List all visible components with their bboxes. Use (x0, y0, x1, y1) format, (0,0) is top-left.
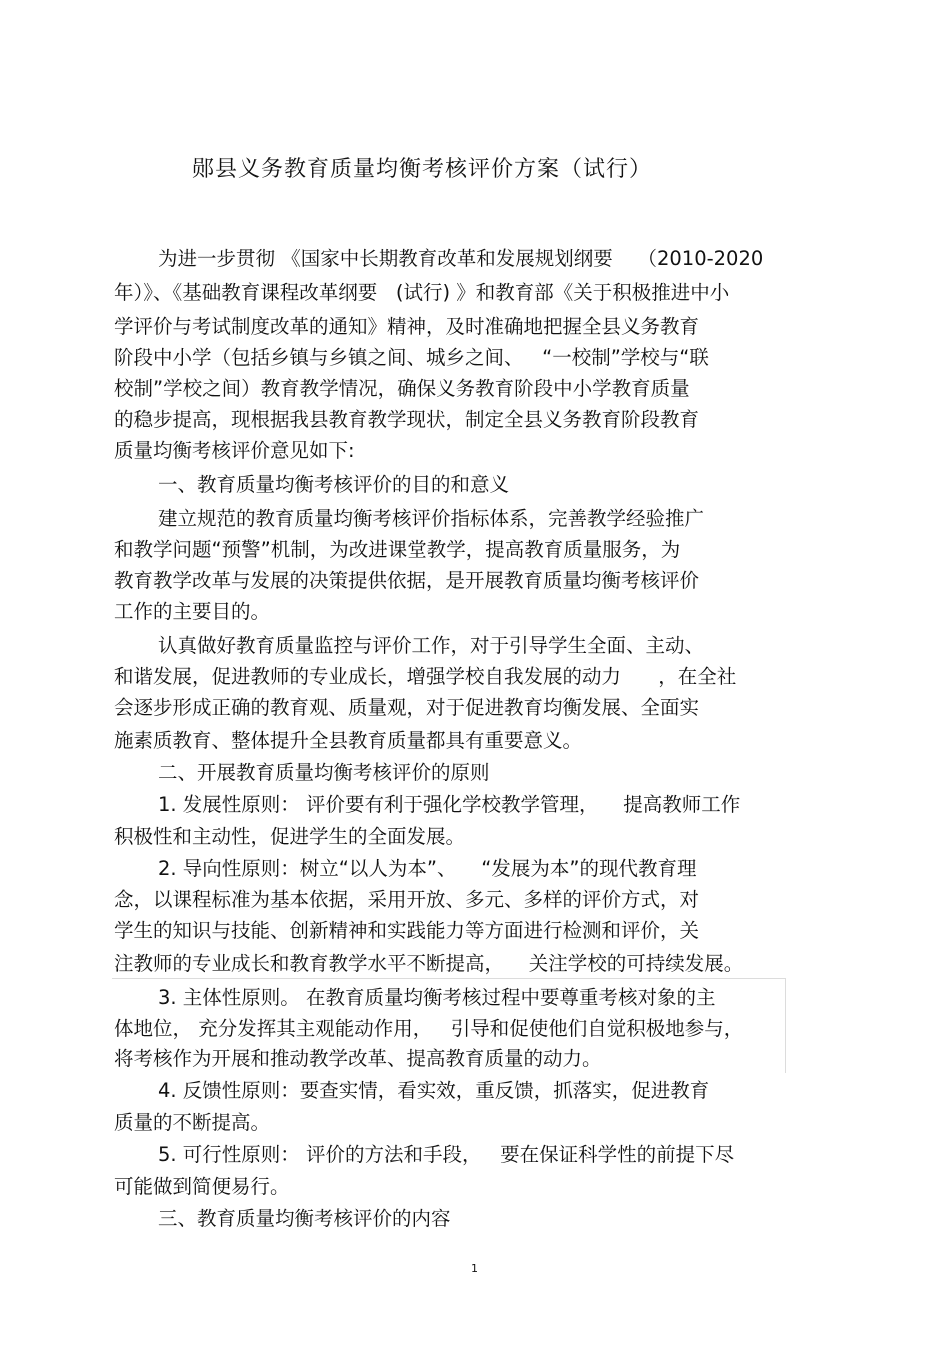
paragraph-line: 教育教学改革与发展的决策提供依据，是开展教育质量均衡考核评价 (114, 569, 700, 592)
section-heading: 二、开展教育质量均衡考核评价的原则 (158, 761, 490, 784)
page-number: 1 (471, 1262, 478, 1275)
paragraph-line: 工作的主要目的。 (114, 600, 271, 623)
paragraph-line: 2. 导向性原则：树立“以人为本”、 “发展为本”的现代教育理 (158, 857, 697, 880)
paragraph-line: 施素质教育、整体提升全县教育质量都具有重要意义。 (114, 729, 583, 752)
paragraph-line: 认真做好教育质量监控与评价工作，对于引导学生全面、主动、 (158, 634, 705, 657)
paragraph-line: 为进一步贯彻 《国家中长期教育改革和发展规划纲要 （2010-2020 (158, 247, 764, 270)
paragraph-line: 校制”学校之间）教育教学情况，确保义务教育阶段中小学教育质量 (114, 377, 690, 400)
paragraph-line: 念，以课程标准为基本依据，采用开放、多元、多样的评价方式，对 (114, 888, 700, 911)
paragraph-line: 体地位， 充分发挥其主观能动作用， 引导和促使他们自觉积极地参与， (114, 1017, 744, 1040)
paragraph-line: 和教学问题“预警”机制，为改进课堂教学，提高教育质量服务，为 (114, 538, 681, 561)
paragraph-line: 5. 可行性原则： 评价的方法和手段， 要在保证科学性的前提下尽 (158, 1143, 735, 1166)
paragraph-line: 学生的知识与技能、创新精神和实践能力等方面进行检测和评价，关 (114, 919, 700, 942)
paragraph-line: 3. 主体性原则。 在教育质量均衡考核过程中要尊重考核对象的主 (158, 986, 716, 1009)
paragraph-line: 质量的不断提高。 (114, 1111, 271, 1134)
paragraph-line: 4. 反馈性原则：要查实情，看实效，重反馈，抓落实，促进教育 (158, 1079, 710, 1102)
paragraph-line: 的稳步提高，现根据我县教育教学现状，制定全县义务教育阶段教育 (114, 408, 700, 431)
paragraph-line: 积极性和主动性，促进学生的全面发展。 (114, 825, 466, 848)
paragraph-line: 年）》、《基础教育课程改革纲要 (试行) 》和教育部《关于积极推进中小 (114, 281, 730, 304)
paragraph-line: 会逐步形成正确的教育观、质量观，对于促进教育均衡发展、全面实 (114, 696, 700, 719)
paragraph-line: 建立规范的教育质量均衡考核评价指标体系，完善教学经验推广 (158, 507, 705, 530)
paragraph-line: 注教师的专业成长和教育教学水平不断提高， 关注学校的可持续发展。 (114, 952, 744, 975)
paragraph-line: 阶段中小学（包括乡镇与乡镇之间、城乡之间、 “一校制”学校与“联 (114, 346, 709, 369)
document-title: 郧县义务教育质量均衡考核评价方案（试行） (192, 157, 653, 182)
paragraph-line: 将考核作为开展和推动教学改革、提高教育质量的动力。 (114, 1047, 602, 1070)
paragraph-line: 质量均衡考核评价意见如下: (114, 439, 355, 462)
paragraph-line: 学评价与考试制度改革的通知》精神，及时准确地把握全县义务教育 (114, 315, 700, 338)
section-heading: 一、教育质量均衡考核评价的目的和意义 (158, 473, 510, 496)
paragraph-line: 1. 发展性原则： 评价要有利于强化学校教学管理， 提高教师工作 (158, 793, 741, 816)
paragraph-line: 和谐发展，促进教师的专业成长，增强学校自我发展的动力 ，在全社 (114, 665, 737, 688)
section-heading: 三、教育质量均衡考核评价的内容 (158, 1207, 451, 1230)
paragraph-line: 可能做到简便易行。 (114, 1175, 290, 1198)
